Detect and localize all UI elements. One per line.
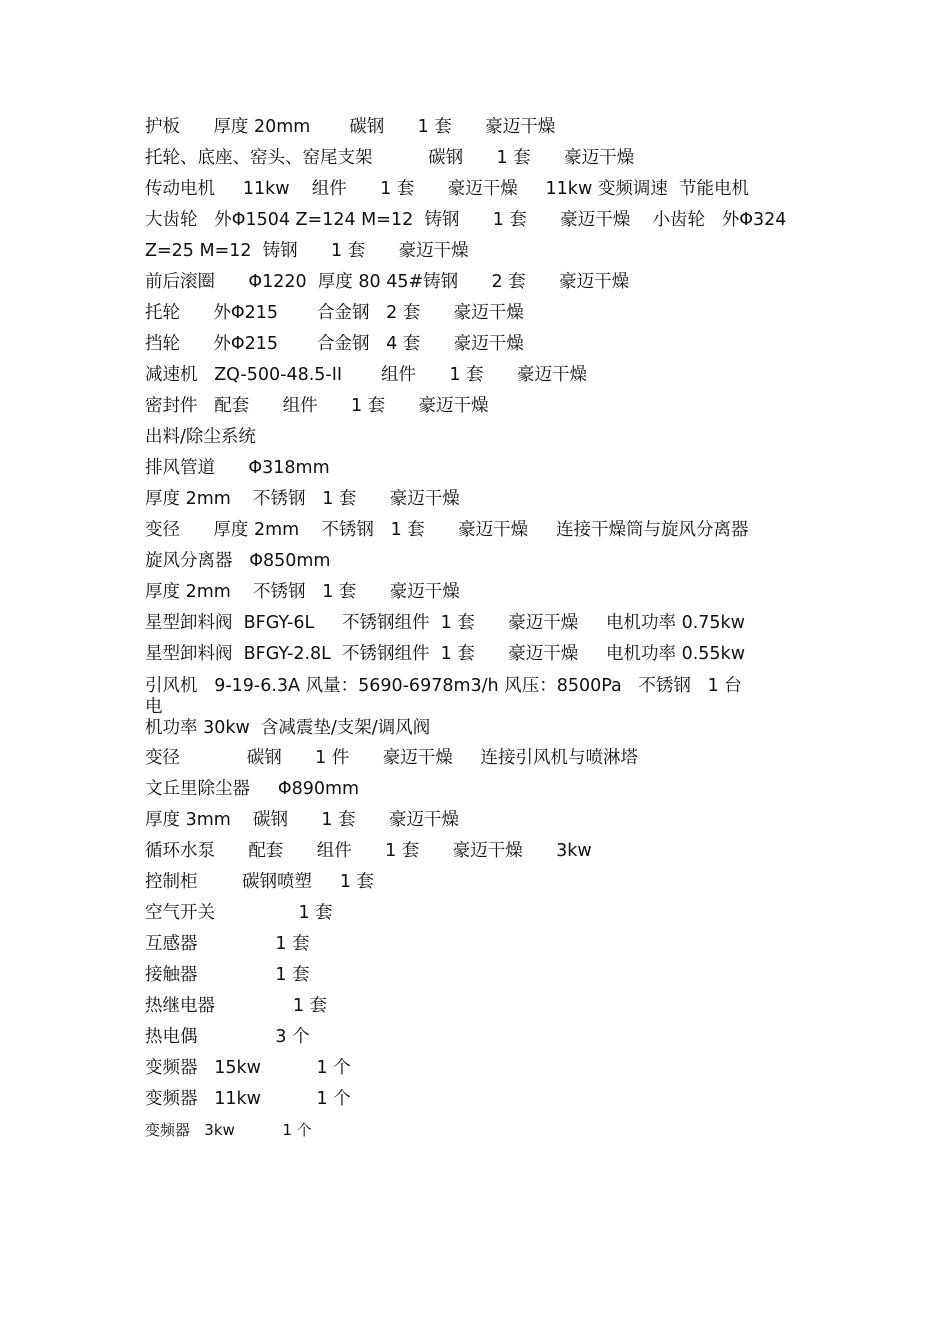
list-item: 控制柜 碳钢喷塑 1 套 [145, 872, 375, 892]
list-item: 变频器 11kw 1 个 [145, 1089, 351, 1109]
list-item: 接触器 1 套 [145, 965, 310, 985]
list-item: 引风机 9-19-6.3A 风量：5690-6978m3/h 风压：8500Pa 不锈钢 1 台 电 机功率 30kw 含减震垫/支架/调风阀 [145, 676, 742, 738]
list-item: 变径 碳钢 1 件 豪迈干燥 连接引风机与喷淋塔 [145, 748, 639, 768]
list-item: 变频器 3kw 1 个 [145, 1121, 312, 1139]
list-item: 互感器 1 套 [145, 934, 310, 954]
list-item: 循环水泵 配套 组件 1 套 豪迈干燥 3kw [145, 841, 592, 861]
list-item: 挡轮 外Φ215 合金钢 4 套 豪迈干燥 [145, 334, 524, 354]
list-item: 传动电机 11kw 组件 1 套 豪迈干燥 11kw 变频调速 节能电机 [145, 179, 749, 199]
list-item: 文丘里除尘器 Φ890mm [145, 779, 360, 799]
list-item: 托轮、底座、窑头、窑尾支架 碳钢 1 套 豪迈干燥 [145, 148, 635, 168]
list-item: 旋风分离器 Φ850mm [145, 551, 331, 571]
list-item: 护板 厚度 20mm 碳钢 1 套 豪迈干燥 [145, 117, 556, 137]
list-item: 变径 厚度 2mm 不锈钢 1 套 豪迈干燥 连接干燥筒与旋风分离器 [145, 520, 749, 540]
list-item: 空气开关 1 套 [145, 903, 333, 923]
list-item: 厚度 2mm 不锈钢 1 套 豪迈干燥 [145, 489, 460, 509]
list-item: 前后滚圈 Φ1220 厚度 80 45#铸钢 2 套 豪迈干燥 [145, 272, 630, 292]
list-item: 厚度 2mm 不锈钢 1 套 豪迈干燥 [145, 582, 460, 602]
list-item: 星型卸料阀 BFGY-2.8L 不锈钢组件 1 套 豪迈干燥 电机功率 0.55kw [145, 644, 746, 664]
list-item: 大齿轮 外Φ1504 Z=124 M=12 铸钢 1 套 豪迈干燥 小齿轮 外Φ324 [145, 210, 787, 230]
list-item: 热继电器 1 套 [145, 996, 328, 1016]
list-item: 星型卸料阀 BFGY-6L 不锈钢组件 1 套 豪迈干燥 电机功率 0.75kw [145, 613, 745, 633]
equipment-list [145, 112, 825, 1146]
list-item: 托轮 外Φ215 合金钢 2 套 豪迈干燥 [145, 303, 524, 323]
list-item: 减速机 ZQ-500-48.5-II 组件 1 套 豪迈干燥 [145, 365, 587, 385]
list-item: 密封件 配套 组件 1 套 豪迈干燥 [145, 396, 489, 416]
list-item: 变频器 15kw 1 个 [145, 1058, 351, 1078]
list-item: 热电偶 3 个 [145, 1027, 310, 1047]
list-item: Z=25 M=12 铸钢 1 套 豪迈干燥 [145, 241, 469, 261]
list-item: 厚度 3mm 碳钢 1 套 豪迈干燥 [145, 810, 459, 830]
section-heading: 出料/除尘系统 [145, 427, 256, 447]
list-item: 排风管道 Φ318mm [145, 458, 330, 478]
